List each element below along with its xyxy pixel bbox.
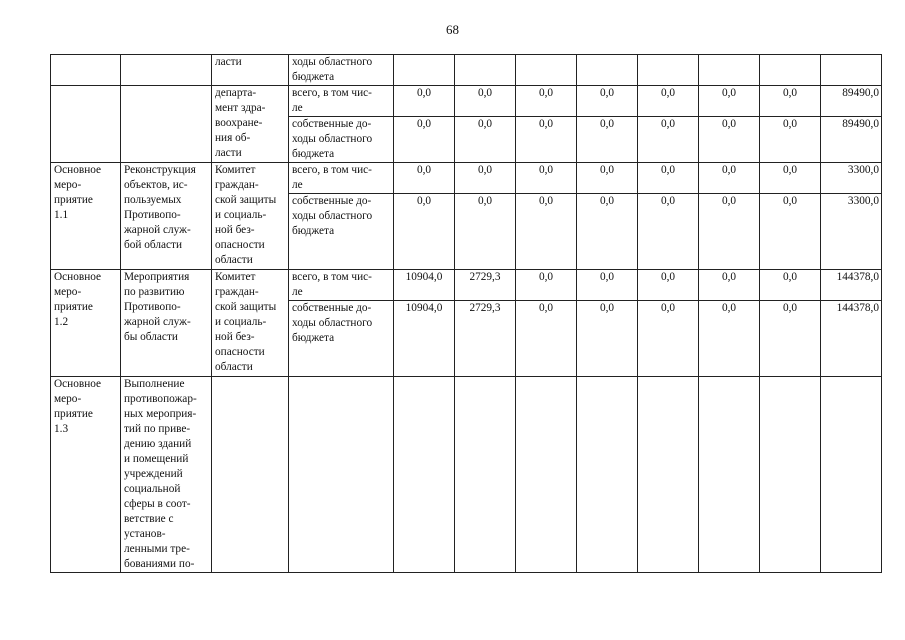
amount-cell: 0,0 bbox=[638, 86, 699, 117]
amount-cell: 0,0 bbox=[516, 194, 577, 270]
amount-cell bbox=[516, 55, 577, 86]
amount-cell bbox=[760, 55, 821, 86]
amount-cell: 89490,0 bbox=[821, 86, 882, 117]
amount-cell bbox=[455, 55, 516, 86]
funding-source-cell bbox=[289, 377, 394, 573]
amount-cell: 0,0 bbox=[394, 163, 455, 194]
activity-cell: Основное меро- приятие 1.1 bbox=[51, 163, 121, 270]
amount-cell: 0,0 bbox=[699, 117, 760, 163]
table-row bbox=[51, 270, 882, 301]
amount-cell bbox=[699, 55, 760, 86]
amount-cell: 0,0 bbox=[455, 86, 516, 117]
amount-cell: 0,0 bbox=[577, 117, 638, 163]
amount-cell: 0,0 bbox=[699, 194, 760, 270]
funding-source-cell: собственные до- ходы областного бюджета bbox=[289, 301, 394, 377]
executor-cell bbox=[212, 377, 289, 573]
activity-cell: Основное меро- приятие 1.2 bbox=[51, 270, 121, 377]
amount-cell: 0,0 bbox=[638, 117, 699, 163]
amount-cell: 0,0 bbox=[760, 194, 821, 270]
amount-cell: 2729,3 bbox=[455, 301, 516, 377]
amount-cell: 0,0 bbox=[699, 86, 760, 117]
amount-cell bbox=[394, 377, 455, 573]
amount-cell: 144378,0 bbox=[821, 270, 882, 301]
amount-cell: 0,0 bbox=[577, 270, 638, 301]
amount-cell: 0,0 bbox=[638, 163, 699, 194]
amount-cell: 0,0 bbox=[394, 117, 455, 163]
page-number: 68 bbox=[446, 22, 459, 37]
amount-cell: 2729,3 bbox=[455, 270, 516, 301]
amount-cell: 0,0 bbox=[577, 194, 638, 270]
amount-cell: 0,0 bbox=[394, 194, 455, 270]
table-row bbox=[51, 55, 882, 86]
amount-cell: 0,0 bbox=[516, 163, 577, 194]
amount-cell: 144378,0 bbox=[821, 301, 882, 377]
budget-table-body bbox=[51, 55, 882, 573]
amount-cell: 0,0 bbox=[760, 163, 821, 194]
funding-source-cell: собственные до- ходы областного бюджета bbox=[289, 194, 394, 270]
executor-cell: Комитет граждан- ской защиты и социаль- ной без- опасности области bbox=[212, 163, 289, 270]
amount-cell: 0,0 bbox=[455, 194, 516, 270]
amount-cell: 0,0 bbox=[394, 86, 455, 117]
table-row bbox=[51, 163, 882, 194]
amount-cell: 0,0 bbox=[760, 86, 821, 117]
funding-source-cell: всего, в том чис- ле bbox=[289, 270, 394, 301]
amount-cell bbox=[455, 377, 516, 573]
amount-cell bbox=[577, 377, 638, 573]
amount-cell bbox=[516, 377, 577, 573]
amount-cell bbox=[638, 55, 699, 86]
amount-cell: 0,0 bbox=[455, 163, 516, 194]
amount-cell: 0,0 bbox=[699, 301, 760, 377]
amount-cell: 89490,0 bbox=[821, 117, 882, 163]
amount-cell: 0,0 bbox=[760, 301, 821, 377]
amount-cell: 3300,0 bbox=[821, 194, 882, 270]
amount-cell: 0,0 bbox=[638, 194, 699, 270]
amount-cell bbox=[577, 55, 638, 86]
activity-title-cell: Реконструкция объектов, ис- пользуемых Противопо- жарной служ- бой области bbox=[121, 163, 212, 270]
activity-title-cell: Выполнение противопожар- ных мероприя- тий по приве- дению зданий и помещений учреждений социальной сферы в соот- ветствие с установ- ленными тре- бованиями по- bbox=[121, 377, 212, 573]
table-row bbox=[51, 86, 882, 117]
budget-table bbox=[50, 54, 882, 573]
funding-source-cell: ходы областного бюджета bbox=[289, 55, 394, 86]
amount-cell bbox=[394, 55, 455, 86]
executor-cell: департа- мент здра- воохране- ния об- ласти bbox=[212, 86, 289, 163]
amount-cell: 0,0 bbox=[516, 117, 577, 163]
amount-cell bbox=[699, 377, 760, 573]
executor-cell: Комитет граждан- ской защиты и социаль- ной без- опасности области bbox=[212, 270, 289, 377]
amount-cell: 3300,0 bbox=[821, 163, 882, 194]
executor-cell: ласти bbox=[212, 55, 289, 86]
activity-cell: Основное меро- приятие 1.3 bbox=[51, 377, 121, 573]
amount-cell bbox=[638, 377, 699, 573]
amount-cell: 0,0 bbox=[638, 301, 699, 377]
amount-cell: 0,0 bbox=[699, 163, 760, 194]
amount-cell: 0,0 bbox=[577, 163, 638, 194]
amount-cell: 0,0 bbox=[516, 270, 577, 301]
amount-cell: 0,0 bbox=[516, 301, 577, 377]
amount-cell: 0,0 bbox=[699, 270, 760, 301]
activity-title-cell: Мероприятия по развитию Противопо- жарной служ- бы области bbox=[121, 270, 212, 377]
amount-cell: 0,0 bbox=[455, 117, 516, 163]
activity-title-cell bbox=[121, 86, 212, 163]
amount-cell: 0,0 bbox=[577, 301, 638, 377]
activity-cell bbox=[51, 86, 121, 163]
amount-cell: 0,0 bbox=[760, 117, 821, 163]
amount-cell: 10904,0 bbox=[394, 270, 455, 301]
table-row bbox=[51, 377, 882, 573]
amount-cell: 0,0 bbox=[760, 270, 821, 301]
amount-cell: 0,0 bbox=[577, 86, 638, 117]
amount-cell: 0,0 bbox=[516, 86, 577, 117]
amount-cell: 10904,0 bbox=[394, 301, 455, 377]
amount-cell bbox=[821, 377, 882, 573]
funding-source-cell: всего, в том чис- ле bbox=[289, 163, 394, 194]
activity-title-cell bbox=[121, 55, 212, 86]
amount-cell bbox=[821, 55, 882, 86]
activity-cell bbox=[51, 55, 121, 86]
amount-cell bbox=[760, 377, 821, 573]
funding-source-cell: всего, в том чис- ле bbox=[289, 86, 394, 117]
amount-cell: 0,0 bbox=[638, 270, 699, 301]
funding-source-cell: собственные до- ходы областного бюджета bbox=[289, 117, 394, 163]
